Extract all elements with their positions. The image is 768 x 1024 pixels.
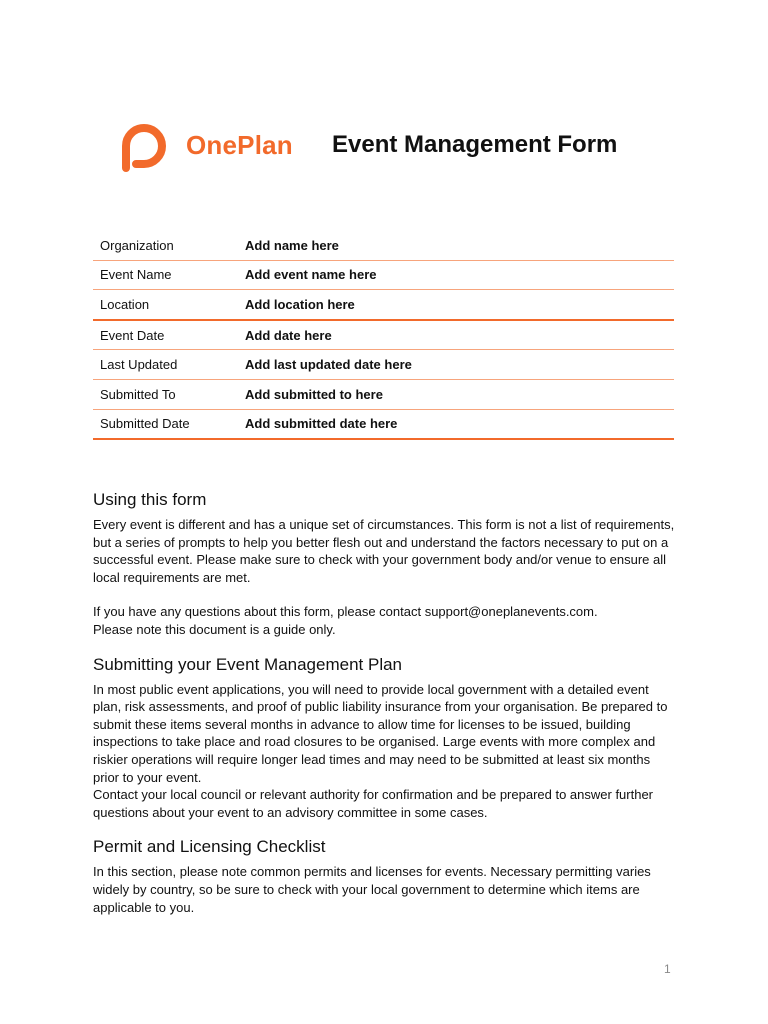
details-value[interactable]: Add location here — [245, 296, 355, 312]
section-using-this-form — [93, 490, 678, 639]
section-heading: Submitting your Event Management Plan — [93, 654, 403, 674]
oneplan-logo-icon — [114, 112, 180, 178]
body-paragraph: Every event is different and has a unique set of circumstances. This form is not a list of requirements, but a series of prompts to help you better flesh out and understand the factors necessary to put on a successful event. Please make sure to check with your government body and/or venue to ensure all local requirements are met. — [93, 517, 675, 585]
section-permit-checklist — [93, 837, 678, 916]
page-title: Event Management Form — [332, 131, 618, 158]
brand-name: OnePlan — [186, 129, 293, 160]
details-value[interactable]: Add name here — [245, 237, 339, 253]
details-value[interactable]: Add last updated date here — [245, 357, 412, 373]
contact-line: If you have any questions about this form, please contact support@oneplanevents.com. — [93, 604, 598, 620]
body-paragraph: In this section, please note common permits and licenses for events. Necessary permitting varies widely by country, so be sure to check with your local government to determine which items are applicable to you. — [93, 864, 651, 915]
details-row-location — [93, 290, 674, 320]
section-heading: Permit and Licensing Checklist — [93, 837, 326, 857]
details-value[interactable]: Add submitted date here — [245, 416, 398, 432]
body-paragraph: In most public event applications, you will need to provide local government with a detailed event plan, risk assessments, and proof of public liability insurance from your organisation. Be prepared to submit these items several months in advance to allow time for licenses to be issued, building inspections to take place and road closures to be organised. Large events with more complex and riskier operations will require longer lead times and may need to be submitted at least six months prior to your event. — [93, 681, 668, 785]
details-row-event-name — [93, 260, 674, 290]
details-row-organization — [93, 231, 674, 260]
event-details-table — [93, 231, 674, 440]
body-paragraph: Contact your local council or relevant authority for confirmation and be prepared to answer further questions about your event to an advisory committee in some cases. — [93, 787, 654, 820]
details-value[interactable]: Add submitted to here — [245, 386, 383, 402]
details-label: Event Date — [100, 327, 165, 343]
details-value[interactable]: Add date here — [245, 327, 332, 343]
details-row-submitted-to — [93, 379, 674, 409]
section-heading: Using this form — [93, 490, 207, 509]
form-content — [93, 490, 678, 916]
details-row-last-updated — [93, 350, 674, 380]
details-label: Submitted Date — [100, 416, 190, 432]
details-label: Last Updated — [100, 357, 178, 373]
details-value[interactable]: Add event name here — [245, 267, 377, 283]
guide-note: Please note this document is a guide only. — [93, 621, 336, 637]
details-label: Submitted To — [100, 386, 176, 402]
details-row-event-date — [93, 320, 674, 350]
details-label: Location — [100, 296, 150, 312]
section-submitting-plan — [93, 655, 678, 822]
details-label: Organization — [100, 237, 174, 253]
details-row-submitted-date — [93, 409, 674, 439]
contact-paragraph — [93, 603, 678, 638]
oneplan-logo — [114, 112, 293, 178]
details-label: Event Name — [100, 267, 172, 283]
page-number: 1 — [664, 962, 671, 976]
header — [114, 112, 674, 178]
